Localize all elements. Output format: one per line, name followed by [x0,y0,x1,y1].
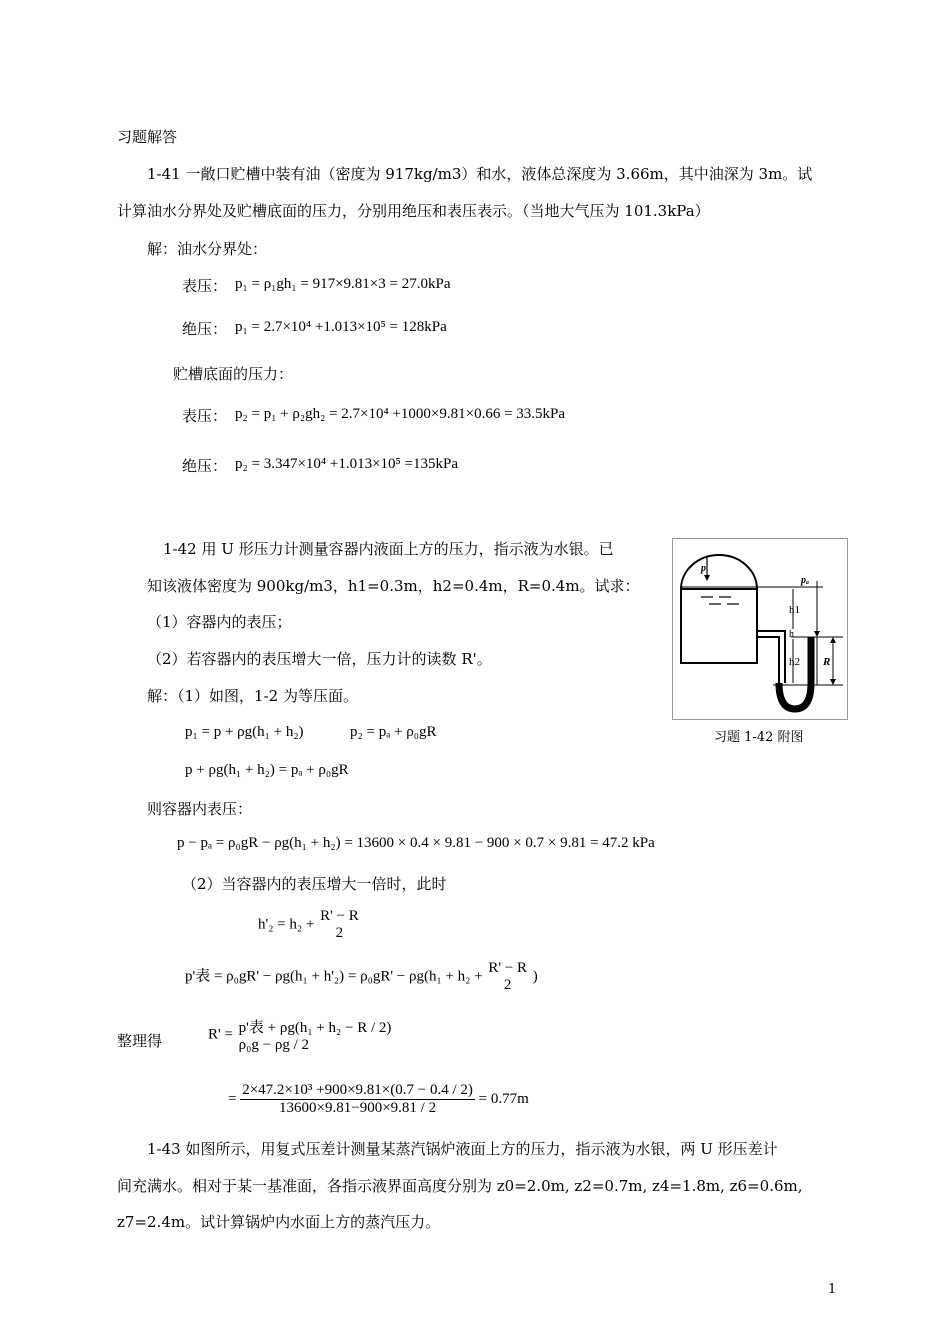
equation-2: p₁ = 2.7×10⁴ +1.013×10⁵ = 128kPa [235,319,447,335]
page-number: 1 [828,1282,837,1297]
section-heading: 习题解答 [117,128,178,146]
equation-12-result: = 0.77m [478,1090,529,1107]
gauge-inner-label: 则容器内表压： [147,800,253,818]
equation-8: p − pₐ = ρ₀gR − ρg(h₁ + h₂) = 13600 × 0.4 × 9.81 − 900 × 0.7 × 9.81 = 47.2 kPa [177,835,655,851]
fig-label-p: p [701,563,706,574]
equation-11-lhs: R' = [208,1026,233,1043]
equation-9-lhs: h'₂ = h₂ + [258,916,315,933]
equation-10-fraction [486,960,529,994]
equation-5: p₁ = p + ρg(h₁ + h₂) [185,724,304,740]
equation-9 [258,908,361,942]
equation-11-numerator: p'表 + ρg(h₁ + h₂ − R / 2) [238,1020,392,1036]
abs-label-1: 绝压： [182,320,228,338]
problem-1-43-line2: 间充满水。相对于某一基准面，各指示液界面高度分别为 z0=2.0m, z2=0.7m, z4=1.8m, z6=0.6m, [117,1177,803,1195]
figure-1-42 [672,538,848,720]
fig-label-h: h [789,629,794,640]
equation-9-numerator: R' − R [320,908,359,924]
problem-1-41-line2: 计算油水分界处及贮槽底面的压力，分别用绝压和表压表示。（当地大气压为 101.3kPa） [117,202,710,220]
equation-12-fraction [240,1082,475,1117]
equation-6: p₂ = pₐ + ρ₀gR [350,724,437,740]
equation-10-denominator: 2 [503,977,512,993]
equation-12-denominator: 13600×9.81−900×9.81 / 2 [240,1099,475,1117]
equation-11-denominator: ρ₀g − ρg / 2 [238,1037,309,1053]
equation-4: p₂ = 3.347×10⁴ +1.013×10⁵ =135kPa [235,456,458,472]
equation-12 [228,1082,529,1117]
figure-caption: 习题 1-42 附图 [714,730,804,745]
problem-1-43-line1: 1-43 如图所示，用复式压差计测量某蒸汽锅炉液面上方的压力，指示液为水银，两 U 形压差计 [147,1140,778,1158]
rearrange-label: 整理得 [117,1032,163,1050]
abs-label-2: 绝压： [182,457,228,475]
equation-7: p + ρg(h₁ + h₂) = pₐ + ρ₀gR [185,762,349,778]
equation-9-fraction [318,908,361,942]
problem-1-42-line2: 知该液体密度为 900kg/m3，h1=0.3m，h2=0.4m，R=0.4m。试求： [147,577,640,595]
problem-1-42-line1: 1-42 用 U 形压力计测量容器内液面上方的压力，指示液为水银。已 [163,540,614,558]
equation-10 [185,960,538,994]
gauge-label-2: 表压： [182,407,228,425]
problem-1-43-line3: z7=2.4m。试计算锅炉内水面上方的蒸汽压力。 [117,1213,441,1231]
equation-10-tail: ) [532,968,538,985]
equation-12-equals: = [228,1090,237,1107]
question-2: （2）若容器内的表压增大一倍，压力计的读数 R'。 [147,650,492,668]
equation-10-numerator: R' − R [488,960,528,976]
equation-11-fraction [237,1016,394,1054]
solution-part-2: （2）当容器内的表压增大一倍时，此时 [182,875,447,893]
bottom-pressure-label: 贮槽底面的压力： [173,365,294,383]
equation-10-lhs: p'表 = ρ₀gR' − ρg(h₁ + h'₂) = ρ₀gR' − ρg(h₁ + h₂ + [185,968,483,985]
equation-12-numerator: 2×47.2×10³ +900×9.81×(0.7 − 0.4 / 2) [242,1082,473,1098]
solution-label: 解：油水分界处： [147,240,268,258]
equation-3: p₂ = p₁ + ρ₂gh₂ = 2.7×10⁴ +1000×9.81×0.66 = 33.5kPa [235,406,566,422]
fig-label-h2: h2 [789,656,800,668]
equation-11 [208,1016,393,1054]
problem-1-41-line1: 1-41 一敞口贮槽中装有油（密度为 917kg/m3）和水，液体总深度为 3.66m，其中油深为 3m。试 [147,165,813,183]
fig-label-pa: pₐ [801,575,809,586]
solution-part-1: 解：（1）如图，1-2 为等压面。 [147,687,358,705]
gauge-label-1: 表压： [182,277,228,295]
equation-1: p₁ = ρ₁gh₁ = 917×9.81×3 = 27.0kPa [235,276,451,292]
fig-label-R: R [823,656,831,668]
fig-label-h1: h1 [789,604,800,616]
equation-9-denominator: 2 [335,925,344,941]
u-tube-manometer-diagram [673,539,847,719]
question-1: （1）容器内的表压； [147,613,292,631]
